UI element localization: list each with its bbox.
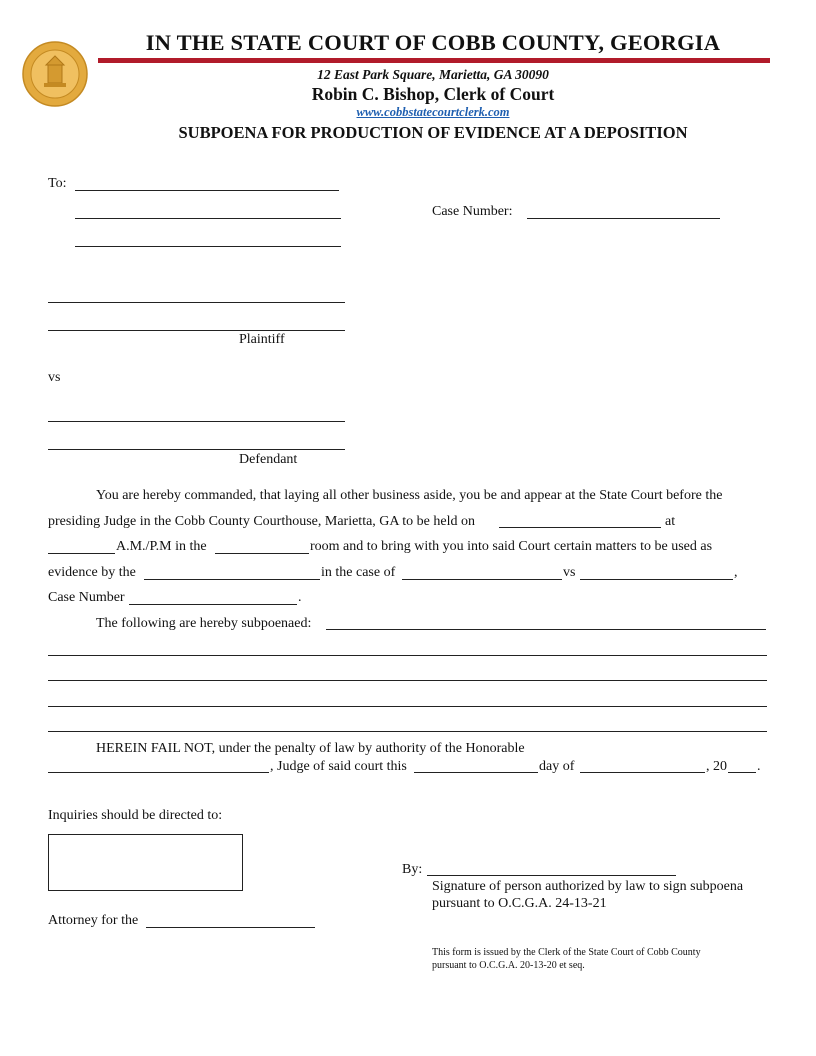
room-line[interactable] — [215, 553, 309, 554]
vs-label: vs — [48, 370, 61, 385]
clerk-name: Robin C. Bishop, Clerk of Court — [311, 84, 555, 104]
evidence-by-line[interactable] — [144, 579, 320, 580]
ampm-text: A.M./P.M in the — [116, 539, 207, 554]
time-line[interactable] — [48, 553, 115, 554]
month-line[interactable] — [580, 772, 705, 773]
to-line-2[interactable] — [75, 218, 341, 219]
inquiries-label: Inquiries should be directed to: — [48, 808, 223, 823]
attorney-label: Attorney for the — [48, 913, 139, 928]
year-period: . — [757, 759, 761, 774]
defendant-line-2[interactable] — [48, 449, 345, 450]
day-of-text: day of — [539, 759, 575, 774]
in-case-of-text: in the case of — [321, 565, 396, 580]
presiding-text: presiding Judge in the Cobb County Courthouse, Marietta, GA to be held on — [48, 514, 475, 529]
header-divider — [98, 58, 770, 63]
defendant-line-1[interactable] — [48, 421, 345, 422]
to-line-1[interactable] — [75, 190, 339, 191]
court-address: 12 East Park Square, Marietta, GA 30090 — [317, 67, 549, 82]
case-number-line[interactable] — [527, 218, 720, 219]
court-title: IN THE STATE COURT OF COBB COUNTY, GEORGIA — [145, 30, 721, 55]
case-number-text: Case Number — [48, 590, 125, 605]
subpoenaed-line-4[interactable] — [48, 706, 767, 707]
by-label: By: — [402, 862, 423, 877]
evidence-by-text: evidence by the — [48, 565, 136, 580]
signature-line[interactable] — [427, 875, 676, 876]
command-text: You are hereby commanded, that laying all other business aside, you be and appear at the State Court before the — [96, 488, 723, 503]
to-label: To: — [48, 176, 67, 191]
signature-caption-1: Signature of person authorized by law to sign subpoena — [432, 879, 744, 894]
body-case-number-line[interactable] — [129, 604, 297, 605]
plaintiff-line-1[interactable] — [48, 302, 345, 303]
judge-name-line[interactable] — [48, 772, 269, 773]
plaintiff-line-2[interactable] — [48, 330, 345, 331]
year-line[interactable] — [728, 772, 756, 773]
issuance-note-2: pursuant to O.C.G.A. 20-13-20 et seq. — [432, 960, 585, 971]
issuance-note-1: This form is issued by the Clerk of the State Court of Cobb County — [432, 947, 701, 958]
fail-not-text: HEREIN FAIL NOT, under the penalty of law by authority of the Honorable — [96, 741, 525, 756]
judge-text: , Judge of said court this — [270, 759, 407, 774]
to-line-3[interactable] — [75, 246, 341, 247]
inquiries-box[interactable] — [48, 834, 243, 891]
case-number-period: . — [298, 590, 302, 605]
subpoenaed-line-2[interactable] — [48, 655, 767, 656]
at-text: at — [665, 514, 676, 529]
case-vs-text: vs — [563, 565, 576, 580]
subpoenaed-line-1[interactable] — [326, 629, 766, 630]
website-link[interactable]: www.cobbstatecourtclerk.com — [356, 105, 510, 119]
subpoenaed-text: The following are hereby subpoenaed: — [96, 616, 312, 631]
subpoenaed-line-5[interactable] — [48, 731, 767, 732]
case-number-label: Case Number: — [432, 204, 513, 219]
court-seal-icon — [22, 41, 88, 107]
plaintiff-label: Plaintiff — [239, 332, 285, 347]
day-line[interactable] — [414, 772, 538, 773]
date-line[interactable] — [499, 527, 661, 528]
year-text: , 20 — [706, 759, 727, 774]
plaintiff-case-line[interactable] — [402, 579, 562, 580]
document-title: SUBPOENA FOR PRODUCTION OF EVIDENCE AT A DEPOSITION — [178, 123, 688, 142]
case-comma: , — [734, 565, 738, 580]
attorney-line[interactable] — [146, 927, 315, 928]
room-text: room and to bring with you into said Court certain matters to be used as — [310, 539, 713, 554]
defendant-label: Defendant — [239, 452, 298, 467]
subpoenaed-line-3[interactable] — [48, 680, 767, 681]
defendant-case-line[interactable] — [580, 579, 733, 580]
signature-caption-2: pursuant to O.C.G.A. 24-13-21 — [432, 896, 607, 911]
